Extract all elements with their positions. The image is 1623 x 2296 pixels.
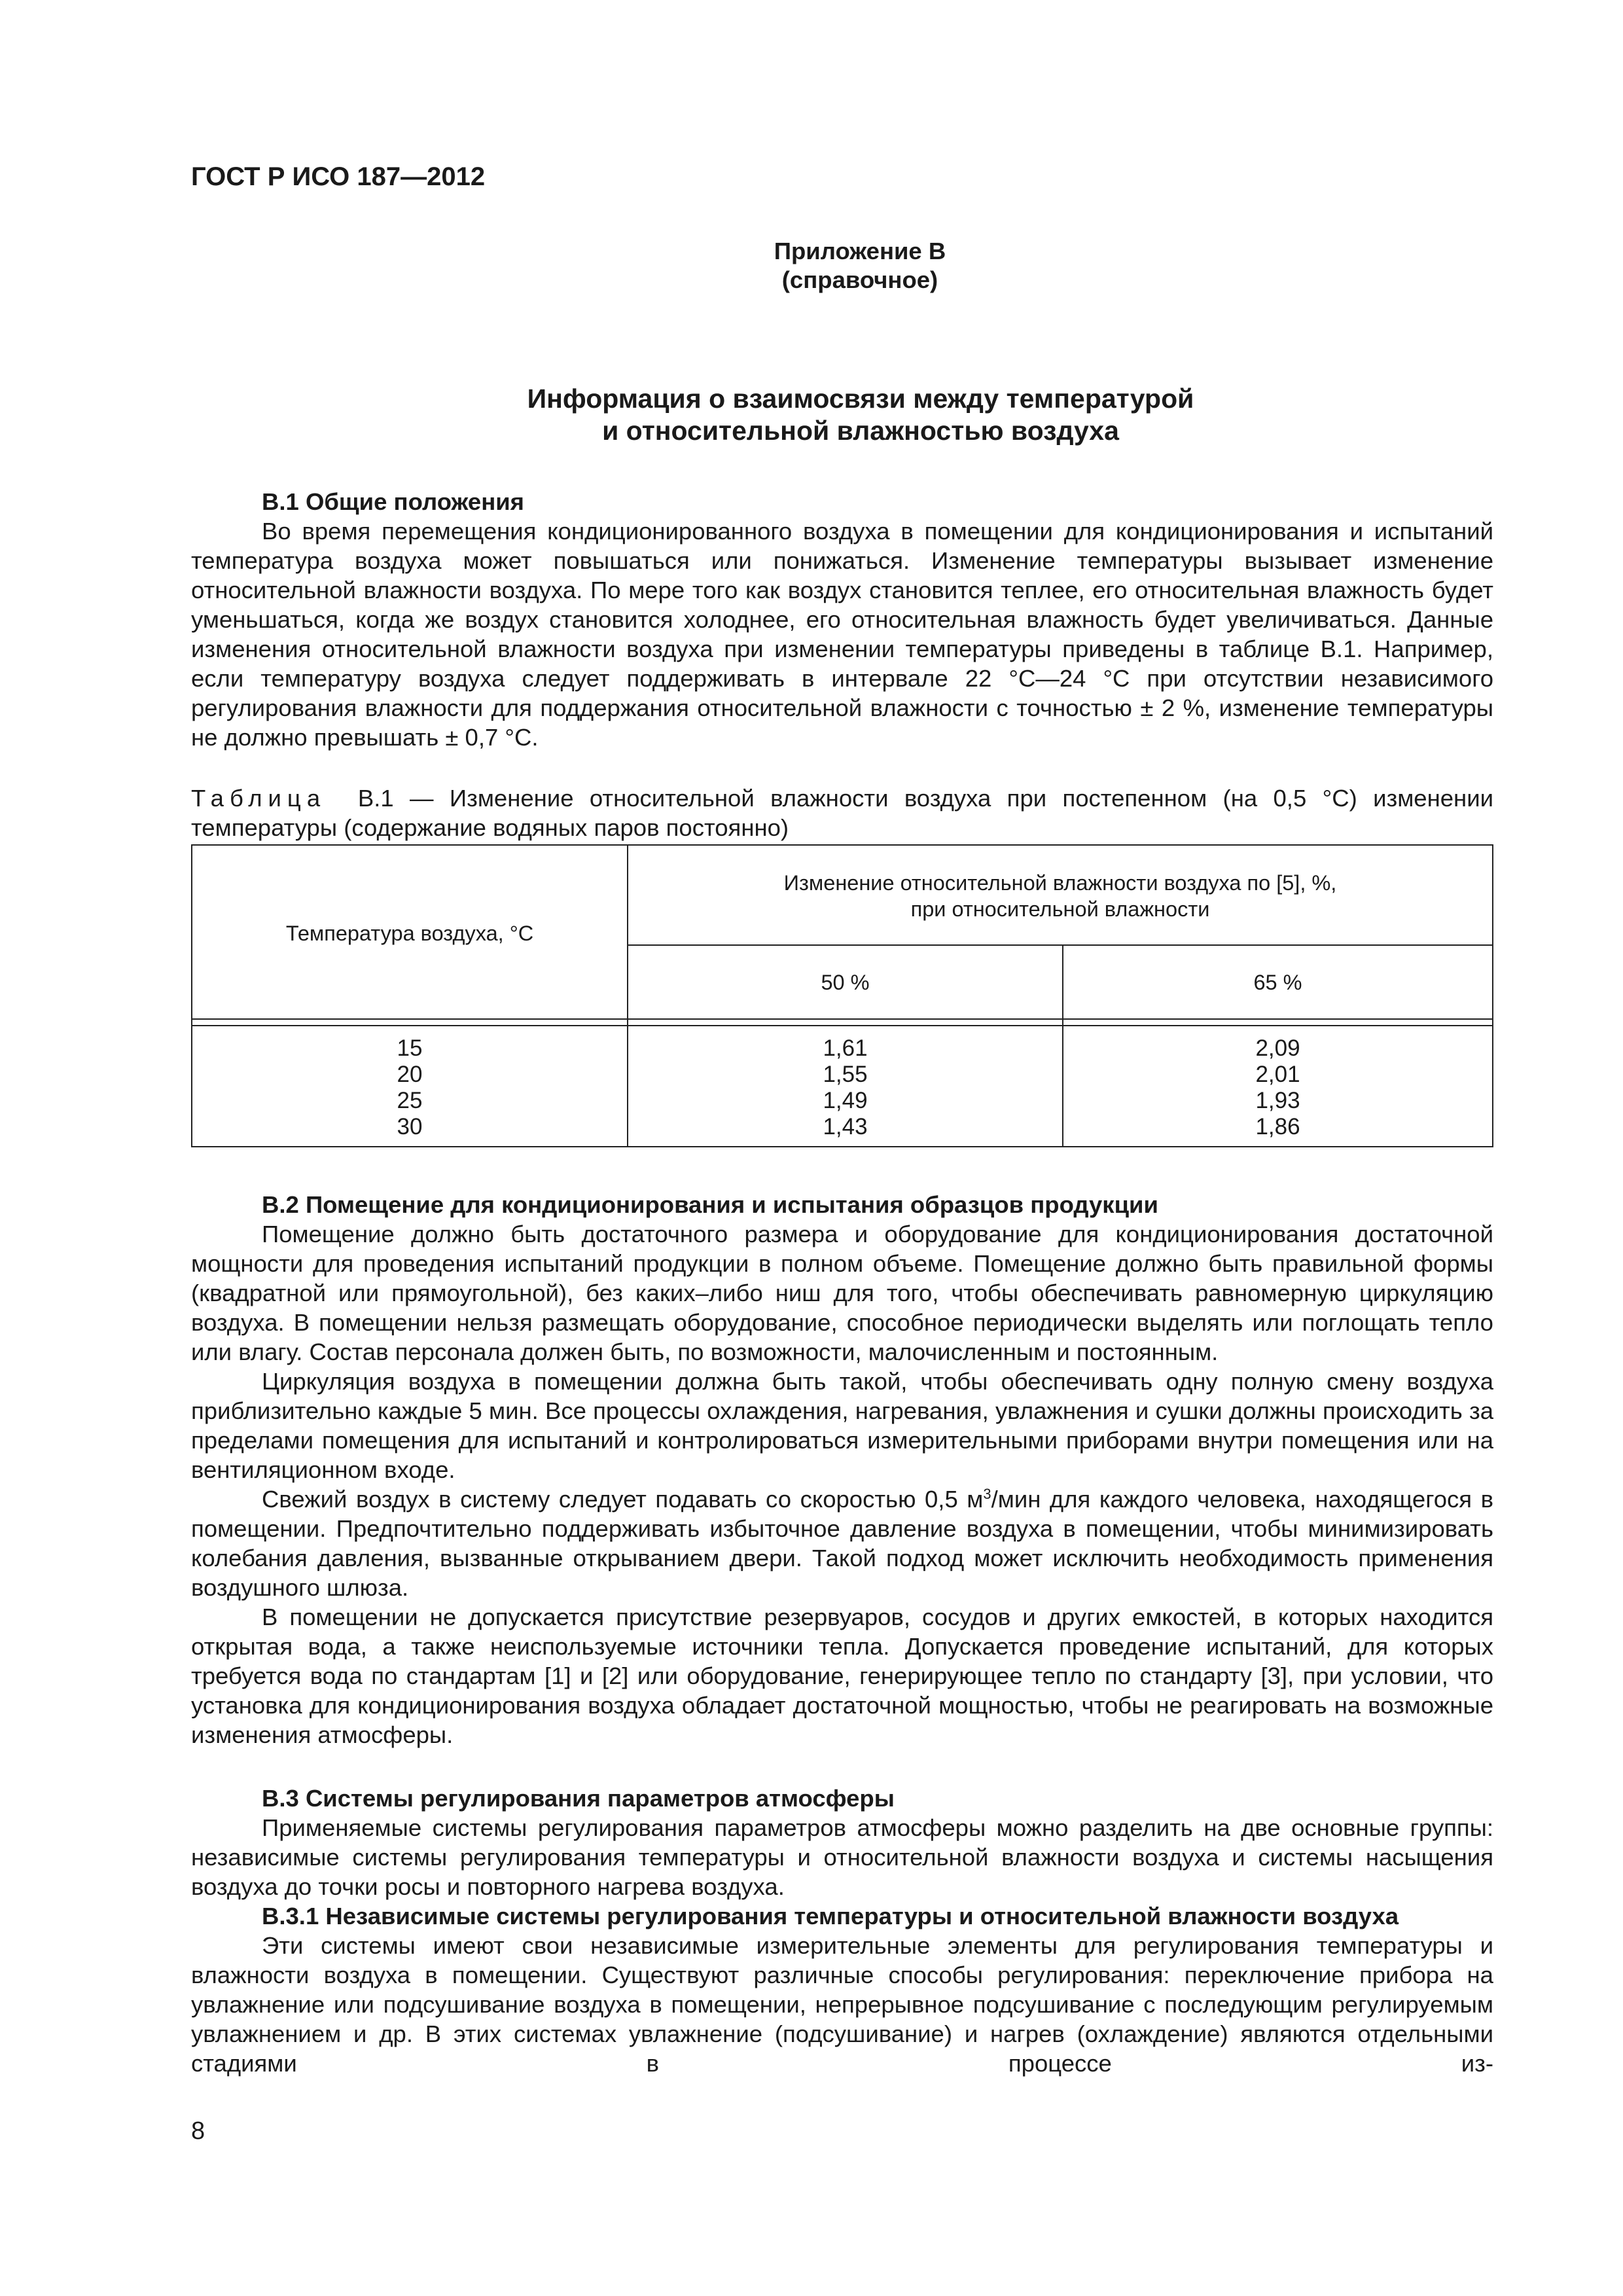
table-header-group-line-2: при относительной влажности bbox=[910, 897, 1210, 921]
section-b2-paragraph-1: Помещение должно быть достаточного размера и оборудование для кондиционирования достаточной мощности для проведения испытаний продукции в полном объеме. Помещение должно быть правильной формы (квадратной или прямоугольной), без каких–либо ниш для того, чтобы обеспечивать равномерную циркуляцию воздуха. В помещении нельзя размещать оборудование, способное периодически выделять или поглощать тепло или влагу. Состав персонала должен быть, по возможности, малочисленным и постоянным. bbox=[191, 1221, 1493, 1365]
table-b1 bbox=[191, 844, 1493, 1147]
table-header-rh-65: 65 % bbox=[1253, 971, 1302, 994]
section-heading-b3: В.3 Системы регулирования параметров атмосферы bbox=[262, 1785, 895, 1812]
table-cell: 15 bbox=[397, 1035, 423, 1061]
table-cell: 1,49 bbox=[823, 1088, 868, 1113]
table-cell: 25 bbox=[397, 1088, 423, 1113]
annex-title: Приложение В bbox=[774, 238, 946, 264]
table-cell: 1,43 bbox=[823, 1114, 868, 1139]
table-cell: 1,61 bbox=[823, 1035, 868, 1061]
table-cell: 1,93 bbox=[1255, 1088, 1300, 1113]
table-header-rh-50: 50 % bbox=[821, 971, 870, 994]
section-b2-paragraph-2: Циркуляция воздуха в помещении должна быть такой, чтобы обеспечивать одну полную смену воздуха приблизительно каждые 5 мин. Все процессы охлаждения, нагревания, увлажнения и сушки должны происходить за пределами помещения для испытаний и контролироваться измерительными приборами внутри помещения или на вентиляционном входе. bbox=[191, 1368, 1493, 1483]
section-heading-b1: В.1 Общие положения bbox=[262, 488, 524, 515]
section-b3-1-body bbox=[191, 1931, 1493, 2078]
section-heading-b2: В.2 Помещение для кондиционирования и испытания образцов продукции bbox=[262, 1191, 1158, 1218]
table-cell: 2,09 bbox=[1255, 1035, 1300, 1061]
section-b2-body bbox=[191, 1219, 1493, 1749]
table-cell: 1,86 bbox=[1255, 1114, 1300, 1139]
table-cell: 30 bbox=[397, 1114, 423, 1139]
table-header-group-line-1: Изменение относительной влажности воздуха по [5], %, bbox=[783, 871, 1337, 895]
table-cell: 2,01 bbox=[1255, 1062, 1300, 1087]
section-b3-paragraph: Применяемые системы регулирования параметров атмосферы можно разделить на две основные группы: независимые системы регулирования температуры и относительной влажности воздуха и системы насыщения воздуха до точки росы и повторного нагрева воздуха. bbox=[191, 1814, 1493, 1900]
table-column-rh-65 bbox=[1063, 1035, 1492, 1140]
section-b2-paragraph-4: В помещении не допускается присутствие резервуаров, сосудов и других емкостей, в которых находится открытая вода, а также неиспользуемые источники тепла. Допускается проведение испытаний, для которых требуется вода по стандартам [1] и [2] или оборудование, генерирующее тепло по стандарту [3], при условии, что установка для кондиционирования воздуха обладает достаточной мощностью, чтобы не реагировать на возможные изменения атмосферы. bbox=[191, 1604, 1493, 1748]
section-b1-body bbox=[191, 516, 1493, 752]
table-caption-label: Таблица bbox=[191, 785, 327, 812]
table-cell: 20 bbox=[397, 1062, 423, 1087]
document-title-line-1: Информация о взаимосвязи между температурой bbox=[527, 384, 1194, 414]
section-b2-paragraph-3: Свежий воздух в систему следует подавать со скоростью 0,5 $м^3$/мин для каждого человека, находящегося в помещении. Предпочтительно поддерживать избыточное давление воздуха в помещении, чтобы минимизировать колебания давления, вызванные открыванием двери. Такой подход может исключить необходимость применения воздушного шлюза. bbox=[191, 1485, 1493, 1601]
table-caption bbox=[191, 783, 1493, 842]
table-header-divider bbox=[192, 1018, 1492, 1020]
section-b1-paragraph: Во время перемещения кондиционированного воздуха в помещении для кондиционирования и испытаний температура воздуха может повышаться или понижаться. Изменение температуры вызывает изменение относительной влажности воздуха. По мере того как воздух становится теплее, его относительная влажность будет уменьшаться, когда же воздух становится холоднее, его относительная влажность будет увеличиваться. Данные изменения относительной влажности воздуха при изменении температуры приведены в таблице В.1. Например, если температуру воздуха следует поддерживать в интервале 22 °С—24 °С при отсутствии независимого регулирования влажности для поддержания относительной влажности с точностью ± 2 %, изменение температуры не должно превышать ± 0,7 °С. bbox=[191, 518, 1493, 751]
page-number: 8 bbox=[191, 2117, 205, 2145]
section-b3-body bbox=[191, 1813, 1493, 1901]
table-column-temperature bbox=[192, 1035, 627, 1140]
standard-code: ГОСТ Р ИСО 187—2012 bbox=[191, 162, 486, 191]
section-b3-1-paragraph: Эти системы имеют свои независимые измерительные элементы для регулирования температуры и влажности воздуха в помещении. Существуют различные способы регулирования: переключение прибора на увлажнение или подсушивание воздуха в помещении, непрерывное подсушивание с последующим регулируемым увлажнением и др. В этих системах увлажнение (подсушивание) и нагрев (охлаждение) являются отдельными стадиями в процессе из- bbox=[191, 1932, 1493, 2077]
table-header-divider bbox=[192, 1025, 1492, 1026]
table-caption-text: В.1 — Изменение относительной влажности воздуха при постепенном (на 0,5 °С) изменении температуры (содержание водяных паров постоянно) bbox=[191, 785, 1493, 841]
document-title-line-2: и относительной влажностью воздуха bbox=[602, 416, 1119, 446]
annex-type: (справочное) bbox=[781, 266, 938, 293]
table-column-rh-50 bbox=[628, 1035, 1062, 1140]
section-heading-b3-1: В.3.1 Независимые системы регулирования температуры и относительной влажности воздуха bbox=[262, 1903, 1399, 1929]
table-header-temperature: Температура воздуха, °С bbox=[285, 922, 534, 945]
table-cell: 1,55 bbox=[823, 1062, 868, 1087]
table-divider bbox=[627, 944, 1492, 946]
